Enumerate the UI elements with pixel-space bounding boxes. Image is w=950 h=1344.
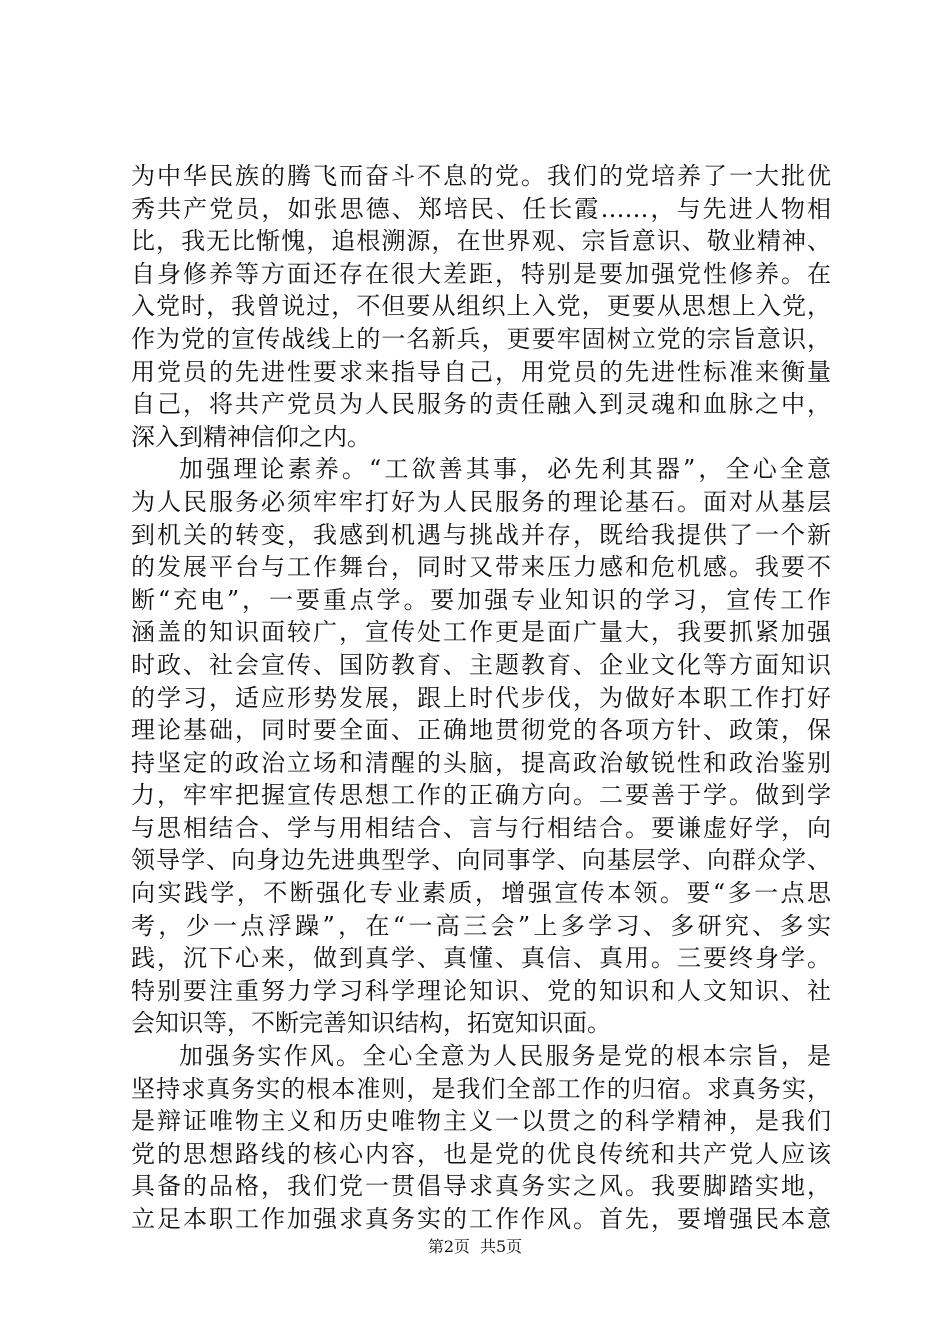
- text-line: 领导学、向身边先进典型学、向同事学、向基层学、向群众学、: [131, 846, 831, 875]
- text-line: 力，牢牢把握宣传思想工作的正确方向。二要善于学。做到学: [131, 781, 831, 810]
- text-line: 自己，将共产党员为人民服务的责任融入到灵魂和血脉之中，: [131, 390, 831, 419]
- text-line: 深入到精神信仰之内。: [131, 422, 371, 451]
- paragraph-first-line: 加强务实作风。全心全意为人民服务是党的根本宗旨，是: [179, 1042, 831, 1071]
- text-line: 践，沉下心来，做到真学、真懂、真信、真用。三要终身学。: [131, 944, 831, 973]
- text-line: 作为党的宣传战线上的一名新兵，更要牢固树立党的宗旨意识，: [131, 324, 831, 353]
- text-line: 理论基础，同时要全面、正确地贯彻党的各项方针、政策，保: [131, 716, 831, 745]
- text-line: 的学习，适应形势发展，跟上时代步伐，为做好本职工作打好: [131, 683, 831, 712]
- text-line: 与思相结合、学与用相结合、言与行相结合。要谦虚好学，向: [131, 813, 831, 842]
- text-line: 到机关的转变，我感到机遇与挑战并存，既给我提供了一个新: [131, 520, 831, 549]
- text-line: 比，我无比惭愧，追根溯源，在世界观、宗旨意识、敬业精神、: [131, 227, 831, 256]
- text-line: 坚持求真务实的根本准则，是我们全部工作的归宿。求真务实，: [131, 1074, 831, 1103]
- text-line: 考，少一点浮躁”，在“一高三会”上多学习、多研究、多实: [131, 911, 831, 940]
- text-line: 入党时，我曾说过，不但要从组织上入党，更要从思想上入党，: [131, 292, 831, 321]
- text-line: 为中华民族的腾飞而奋斗不息的党。我们的党培养了一大批优: [131, 162, 831, 190]
- text-line: 持坚定的政治立场和清醒的头脑，提高政治敏锐性和政治鉴别: [131, 748, 831, 777]
- text-line: 具备的品格，我们党一贯倡导求真务实之风。我要脚踏实地，: [131, 1172, 831, 1201]
- text-line: 特别要注重努力学习科学理论知识、党的知识和人文知识、社: [131, 976, 831, 1005]
- text-line: 自身修养等方面还存在很大差距，特别是要加强党性修养。在: [131, 259, 831, 288]
- text-line: 涵盖的知识面较广，宣传处工作更是面广量大，我要抓紧加强: [131, 618, 831, 647]
- text-line: 断“充电”，一要重点学。要加强专业知识的学习，宣传工作: [131, 585, 831, 614]
- paragraph-first-line: 加强理论素养。“工欲善其事，必先利其器”，全心全意: [179, 455, 831, 484]
- text-line: 是辩证唯物主义和历史唯物主义一以贯之的科学精神，是我们: [131, 1107, 831, 1136]
- page-footer: [0, 1236, 950, 1258]
- text-line: 为人民服务必须牢牢打好为人民服务的理论基石。面对从基层: [131, 487, 831, 516]
- text-line: 用党员的先进性要求来指导自己，用党员的先进性标准来衡量: [131, 357, 831, 386]
- text-line: 党的思想路线的核心内容，也是党的优良传统和共产党人应该: [131, 1139, 831, 1168]
- text-line: 时政、社会宣传、国防教育、主题教育、企业文化等方面知识: [131, 650, 831, 679]
- text-line: 立足本职工作加强求真务实的工作作风。首先，要增强民本意: [131, 1205, 831, 1233]
- document-body: [131, 160, 831, 1236]
- text-line: 秀共产党员，如张思德、郑培民、任长霞……，与先进人物相: [131, 194, 831, 223]
- text-line: 会知识等，不断完善知识结构，拓宽知识面。: [131, 1009, 611, 1038]
- text-line: 的发展平台与工作舞台，同时又带来压力感和危机感。我要不: [131, 553, 831, 582]
- page-total: 共5页: [480, 1237, 523, 1256]
- page-number: 第2页: [427, 1237, 470, 1256]
- text-line: 向实践学，不断强化专业素质，增强宣传本领。要“多一点思: [131, 879, 831, 908]
